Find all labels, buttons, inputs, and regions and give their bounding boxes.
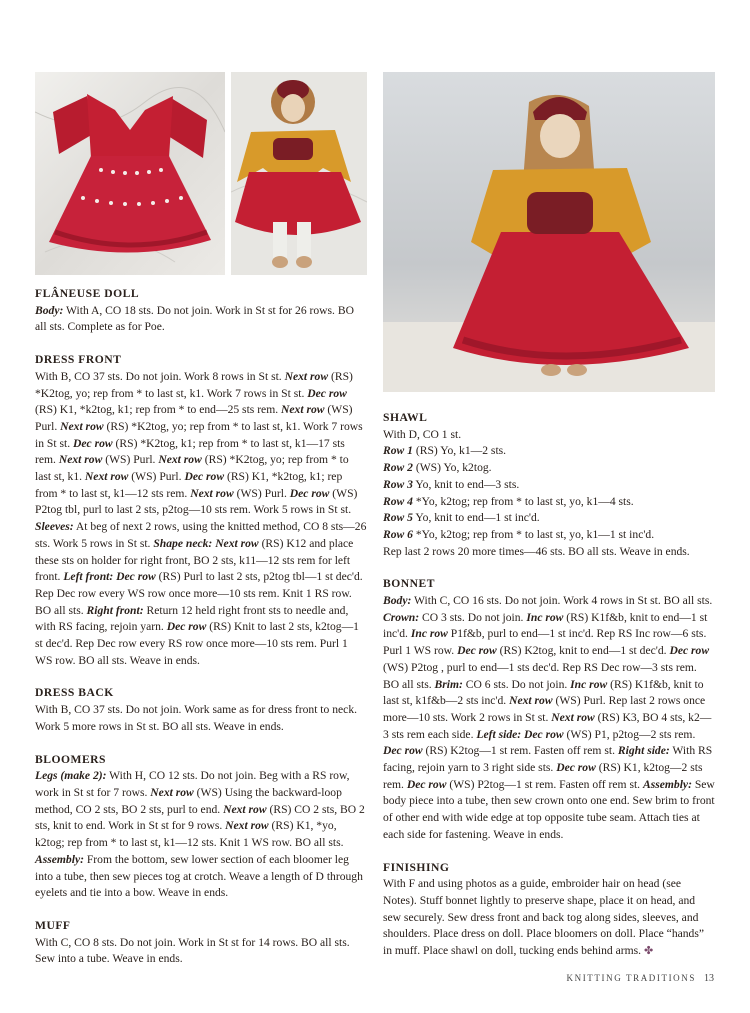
section-dress-front	[35, 352, 367, 669]
section-heading: SHAWL	[383, 411, 428, 424]
section-heading: DRESS BACK	[35, 686, 114, 700]
section-heading: BLOOMERS	[35, 752, 106, 766]
section-finishing	[383, 860, 715, 960]
doll-standing-illustration	[383, 72, 715, 392]
section-body: Body: With A, CO 18 sts. Do not join. Work in St st for 26 rows. BO all sts. Complete as for Poe.	[35, 303, 354, 334]
section-fl-neuse-doll	[35, 286, 367, 336]
section-bonnet	[383, 576, 715, 843]
section-body: With B, CO 37 sts. Do not join. Work 8 rows in St st. Next row (RS) *K2tog, yo; rep from * to last st, k1. Work 7 rows in St st. Dec row (RS) K1, *k2tog, k1; rep from * to end—25 sts rem. Next row (WS) Purl. Next row (RS) *K2tog, yo; rep from * to last st, k1. Work 7 rows in St st. Dec row (RS) *K2tog, k1; rep from * to last st, k1—17 sts rem. Next row (WS) Purl. Next row (RS) *K2tog, yo; rep from * to last st, k1. Next row (WS) Purl. Dec row (RS) K1, *k2tog, k1; rep from * to last st, k1—12 sts rem. Next row (WS) Purl. Dec row (WS) P2tog tbl, purl to last 2 sts, p2tog—10 sts rem. Work 5 rows in St st. Sleeves: At beg of next 2 rows, using the knitted method, CO 8 sts—26 sts. Work 5 rows in St st. Shape neck: Next row (RS) K12 and place these sts on holder for right front, BO 2 sts, k11—12 sts rem for left front. Left front: Dec row (RS) Purl to last 2 sts, p2tog tbl—1 st dec'd. Rep Dec row every WS row once more—10 sts rem. Knit 1 RS row. BO all sts. Right front: Return 12 held right front sts to needle and, with RS facing, rejoin yarn. Dec row (RS) Knit to last 2 sts, k2tog—1 st dec'd. Rep Dec row every RS row once more—10 sts rem. Purl 1 WS row. BO all sts. Weave in ends.	[35, 369, 367, 667]
section-body: Legs (make 2): With H, CO 12 sts. Do not join. Beg with a RS row, work in St st for 7 rows. Next row (WS) Using the backward-loop method, CO 2 sts, BO 2 sts, purl to end. Next row (RS) CO 2 sts, BO 2 sts, knit to end. Work in St st for 9 rows. Next row (RS) K1, *yo, k2tog; rep from * to last st, k1—12 sts. Knit 1 WS row. BO all sts. Assembly: From the bottom, sew lower section of each bloomer leg into a tube, then sew pieces tog at crotch. Weave a length of D through eyelets and tie into a bow. Weave in ends.	[35, 769, 365, 900]
section-muff	[35, 918, 367, 968]
section-dress-back	[35, 685, 367, 735]
section-heading: FINISHING	[383, 860, 450, 874]
knitted-dress-illustration	[35, 72, 225, 275]
section-heading: FLÂNEUSE DOLL	[35, 287, 140, 300]
photo-knitted-dress	[35, 72, 225, 275]
section-body: With D, CO 1 st. Row 1 (RS) Yo, k1—2 sts. Row 2 (WS) Yo, k2tog. Row 3 Yo, knit to end—3 sts. Row 4 *Yo, k2tog; rep from * to last st, yo, k1—4 sts. Row 5 Yo, knit to end—1 st inc'd. Row 6 *Yo, k2tog; rep from * to last st, yo, k1—1 st inc'd. Rep last 2 rows 20 more times—46 sts. BO all sts. Weave in ends.	[383, 427, 690, 558]
section-shawl	[383, 410, 715, 560]
section-heading: DRESS FRONT	[35, 353, 122, 367]
photo-doll-standing	[383, 72, 715, 392]
section-body: With B, CO 37 sts. Do not join. Work same as for dress front to neck. Work 5 more rows in St st. BO all sts. Weave in ends.	[35, 703, 358, 733]
end-mark-icon: ✤	[644, 945, 654, 958]
section-bloomers	[35, 752, 367, 902]
section-body: With C, CO 8 sts. Do not join. Work in St st for 14 rows. BO all sts. Sew into a tube. Weave in ends.	[35, 935, 350, 966]
section-body: With F and using photos as a guide, embroider hair on head (see Notes). Stuff bonnet lightly to preserve shape, place it on head, and sew securely. Sew dress front and back tog along sides, sleeves, and shoulders. Place dress on doll. Place bloomers on doll. Place “hands” in muff. Place shawl on doll, tucking ends behind arms. ✤	[383, 877, 705, 958]
left-column	[35, 286, 367, 984]
section-heading: MUFF	[35, 918, 71, 932]
photo-doll-lying	[231, 72, 367, 275]
right-column	[383, 410, 715, 976]
page-number: 13	[704, 973, 714, 984]
publication-name: KNITTING TRADITIONS	[566, 973, 696, 983]
section-body: Body: With C, CO 16 sts. Do not join. Work 4 rows in St st. BO all sts. Crown: CO 3 sts. Do not join. Inc row (RS) K1f&b, knit to end—1 st inc'd. Inc row P1f&b, purl to end—1 st inc'd. Rep RS Inc row—6 sts. Purl 1 WS row. Dec row (RS) K2tog, knit to end—1 st dec'd. Dec row (WS) P2tog , purl to end—1 sts dec'd. Rep RS Dec row—3 sts rem. BO all sts. Brim: CO 6 sts. Do not join. Inc row (RS) K1f&b, knit to last st, k1f&b—2 sts inc'd. Next row (WS) Purl. Rep last 2 rows once more—10 sts. Work 2 rows in St st. Next row (RS) K3, BO 4 sts, k2—3 sts rem each side. Left side: Dec row (WS) P1, p2tog—2 sts rem. Dec row (RS) K2tog—1 st rem. Fasten off rem st. Right side: With RS facing, rejoin yarn to 3 right side sts. Dec row (RS) K1, k2tog—2 sts rem. Dec row (WS) P2tog—1 st rem. Fasten off rem st. Assembly: Sew body piece into a tube, then sew crown onto one end. Sew brim to front of other end with wide edge at top opposite tube seam. Attach ties at each side for fastening. Weave in ends.	[383, 594, 715, 841]
section-heading: BONNET	[383, 577, 435, 591]
page-footer	[567, 973, 714, 984]
doll-lying-illustration	[231, 72, 367, 275]
